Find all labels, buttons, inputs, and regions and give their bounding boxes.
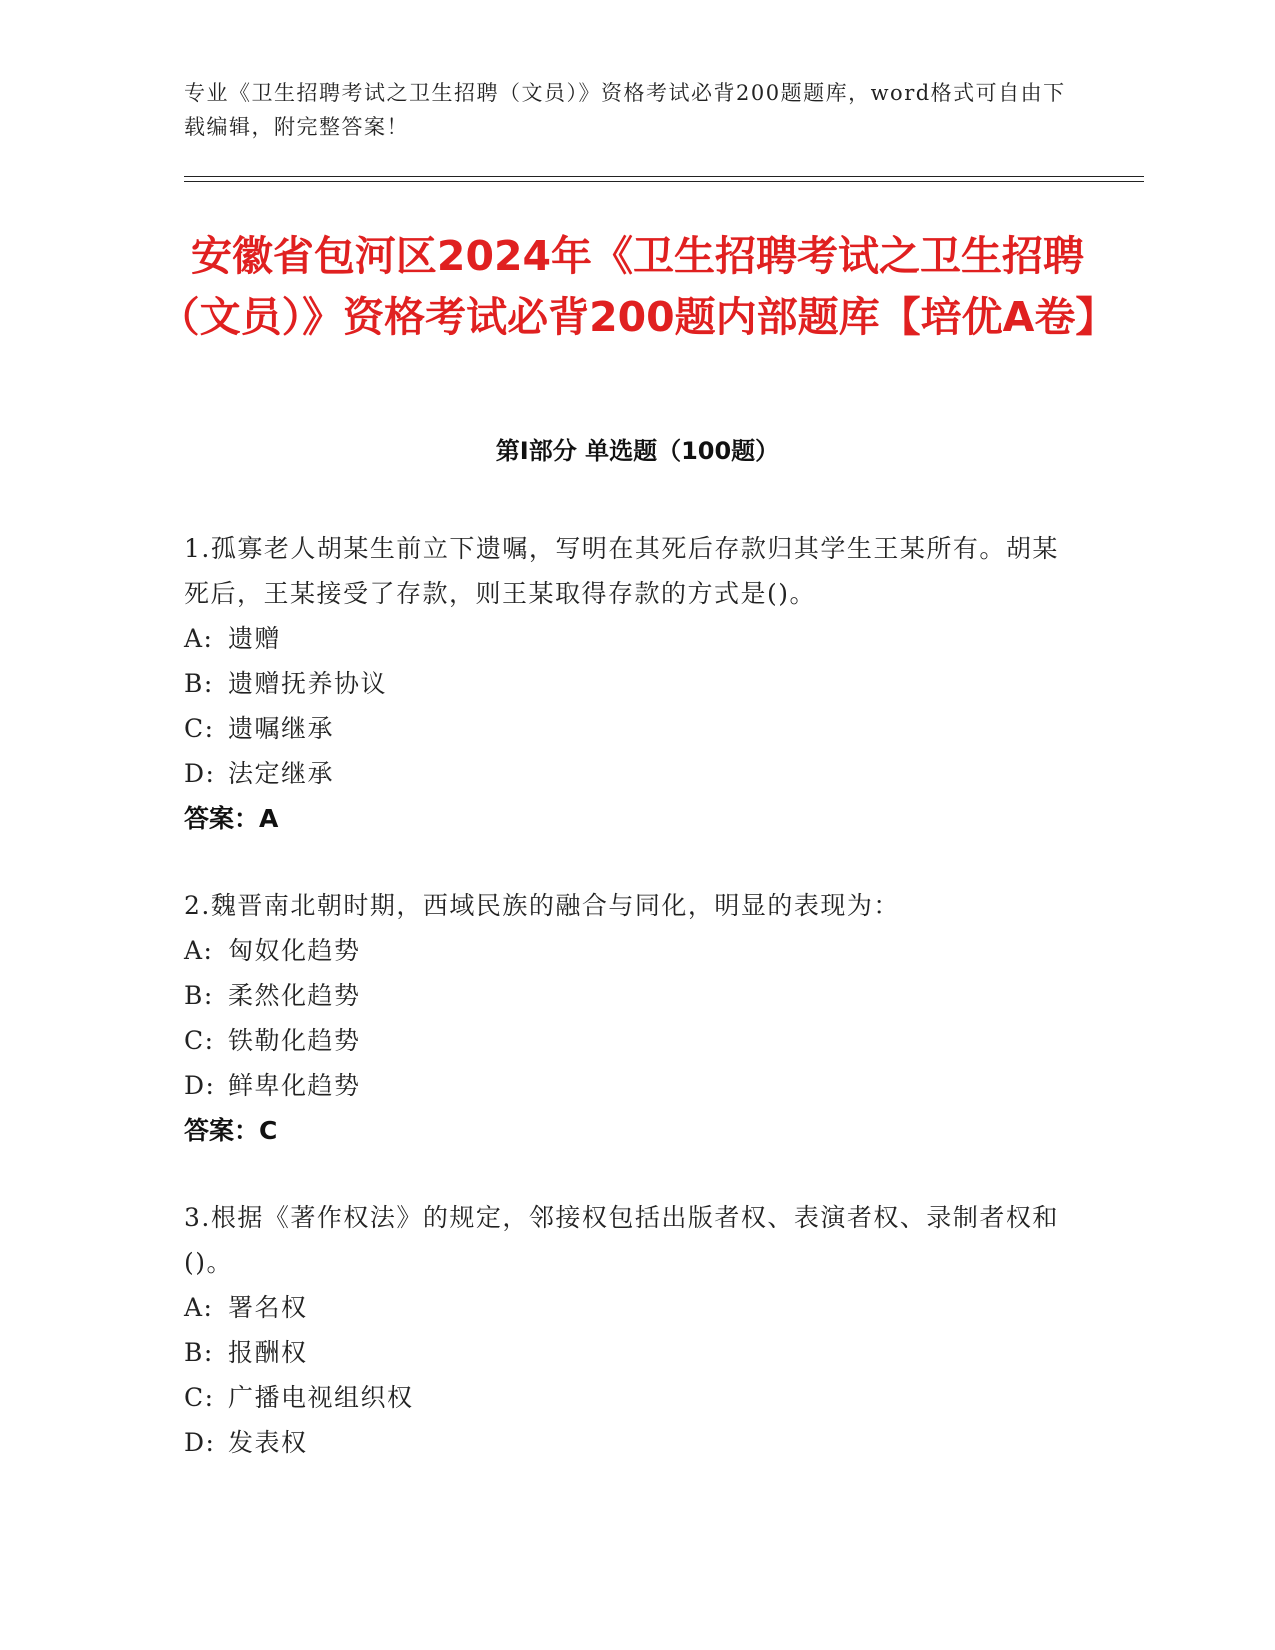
option-b [184, 973, 1064, 1018]
option-c [184, 706, 1064, 751]
option-text: 遗赠 [228, 624, 282, 653]
option-text: 遗赠抚养协议 [228, 669, 388, 698]
option-d [184, 751, 1064, 796]
header-divider-bottom [184, 181, 1144, 182]
option-a [184, 616, 1064, 661]
header-divider-top [184, 176, 1144, 177]
question-list [184, 526, 1064, 1507]
option-key: B: [184, 981, 214, 1010]
option-b [184, 661, 1064, 706]
question-2 [184, 883, 1064, 1153]
option-c [184, 1375, 1064, 1420]
header-note: 专业《卫生招聘考试之卫生招聘（文员）》资格考试必背200题题库，word格式可自由下载编辑，附完整答案！ [184, 81, 1066, 139]
option-text: 铁勒化趋势 [228, 1026, 361, 1055]
option-text: 广播电视组织权 [228, 1383, 414, 1412]
option-key: C: [184, 1383, 215, 1412]
option-text: 遗嘱继承 [228, 714, 335, 743]
option-text: 法定继承 [228, 759, 335, 788]
document-title: 安徽省包河区2024年《卫生招聘考试之卫生招聘（文员）》资格考试必背200题内部题库【培优A卷】 [158, 232, 1117, 341]
option-c [184, 1018, 1064, 1063]
option-key: C: [184, 1026, 215, 1055]
answer-line: 答案：C [184, 1116, 278, 1145]
option-d [184, 1420, 1064, 1465]
section-heading: 第I部分 单选题（100题） [495, 437, 780, 465]
option-a [184, 1285, 1064, 1330]
answer-line: 答案：A [184, 804, 279, 833]
option-key: A: [184, 936, 214, 965]
question-stem: 2.魏晋南北朝时期，西域民族的融合与同化，明显的表现为： [184, 891, 900, 920]
option-key: A: [184, 624, 214, 653]
option-text: 匈奴化趋势 [228, 936, 361, 965]
option-key: B: [184, 669, 214, 698]
option-key: B: [184, 1338, 214, 1367]
option-key: D: [184, 1071, 216, 1100]
option-d [184, 1063, 1064, 1108]
question-stem: 1.孤寡老人胡某生前立下遗嘱，写明在其死后存款归其学生王某所有。胡某死后，王某接受了存款，则王某取得存款的方式是()。 [184, 534, 1059, 608]
question-stem: 3.根据《著作权法》的规定，邻接权包括出版者权、表演者权、录制者权和()。 [184, 1203, 1059, 1277]
option-text: 柔然化趋势 [228, 981, 361, 1010]
option-text: 鲜卑化趋势 [228, 1071, 361, 1100]
option-text: 署名权 [228, 1293, 308, 1322]
option-text: 发表权 [228, 1428, 308, 1457]
option-key: D: [184, 759, 216, 788]
question-3 [184, 1195, 1064, 1465]
option-key: A: [184, 1293, 214, 1322]
option-key: C: [184, 714, 215, 743]
option-b [184, 1330, 1064, 1375]
option-a [184, 928, 1064, 973]
question-1 [184, 526, 1064, 841]
option-key: D: [184, 1428, 216, 1457]
option-text: 报酬权 [228, 1338, 308, 1367]
